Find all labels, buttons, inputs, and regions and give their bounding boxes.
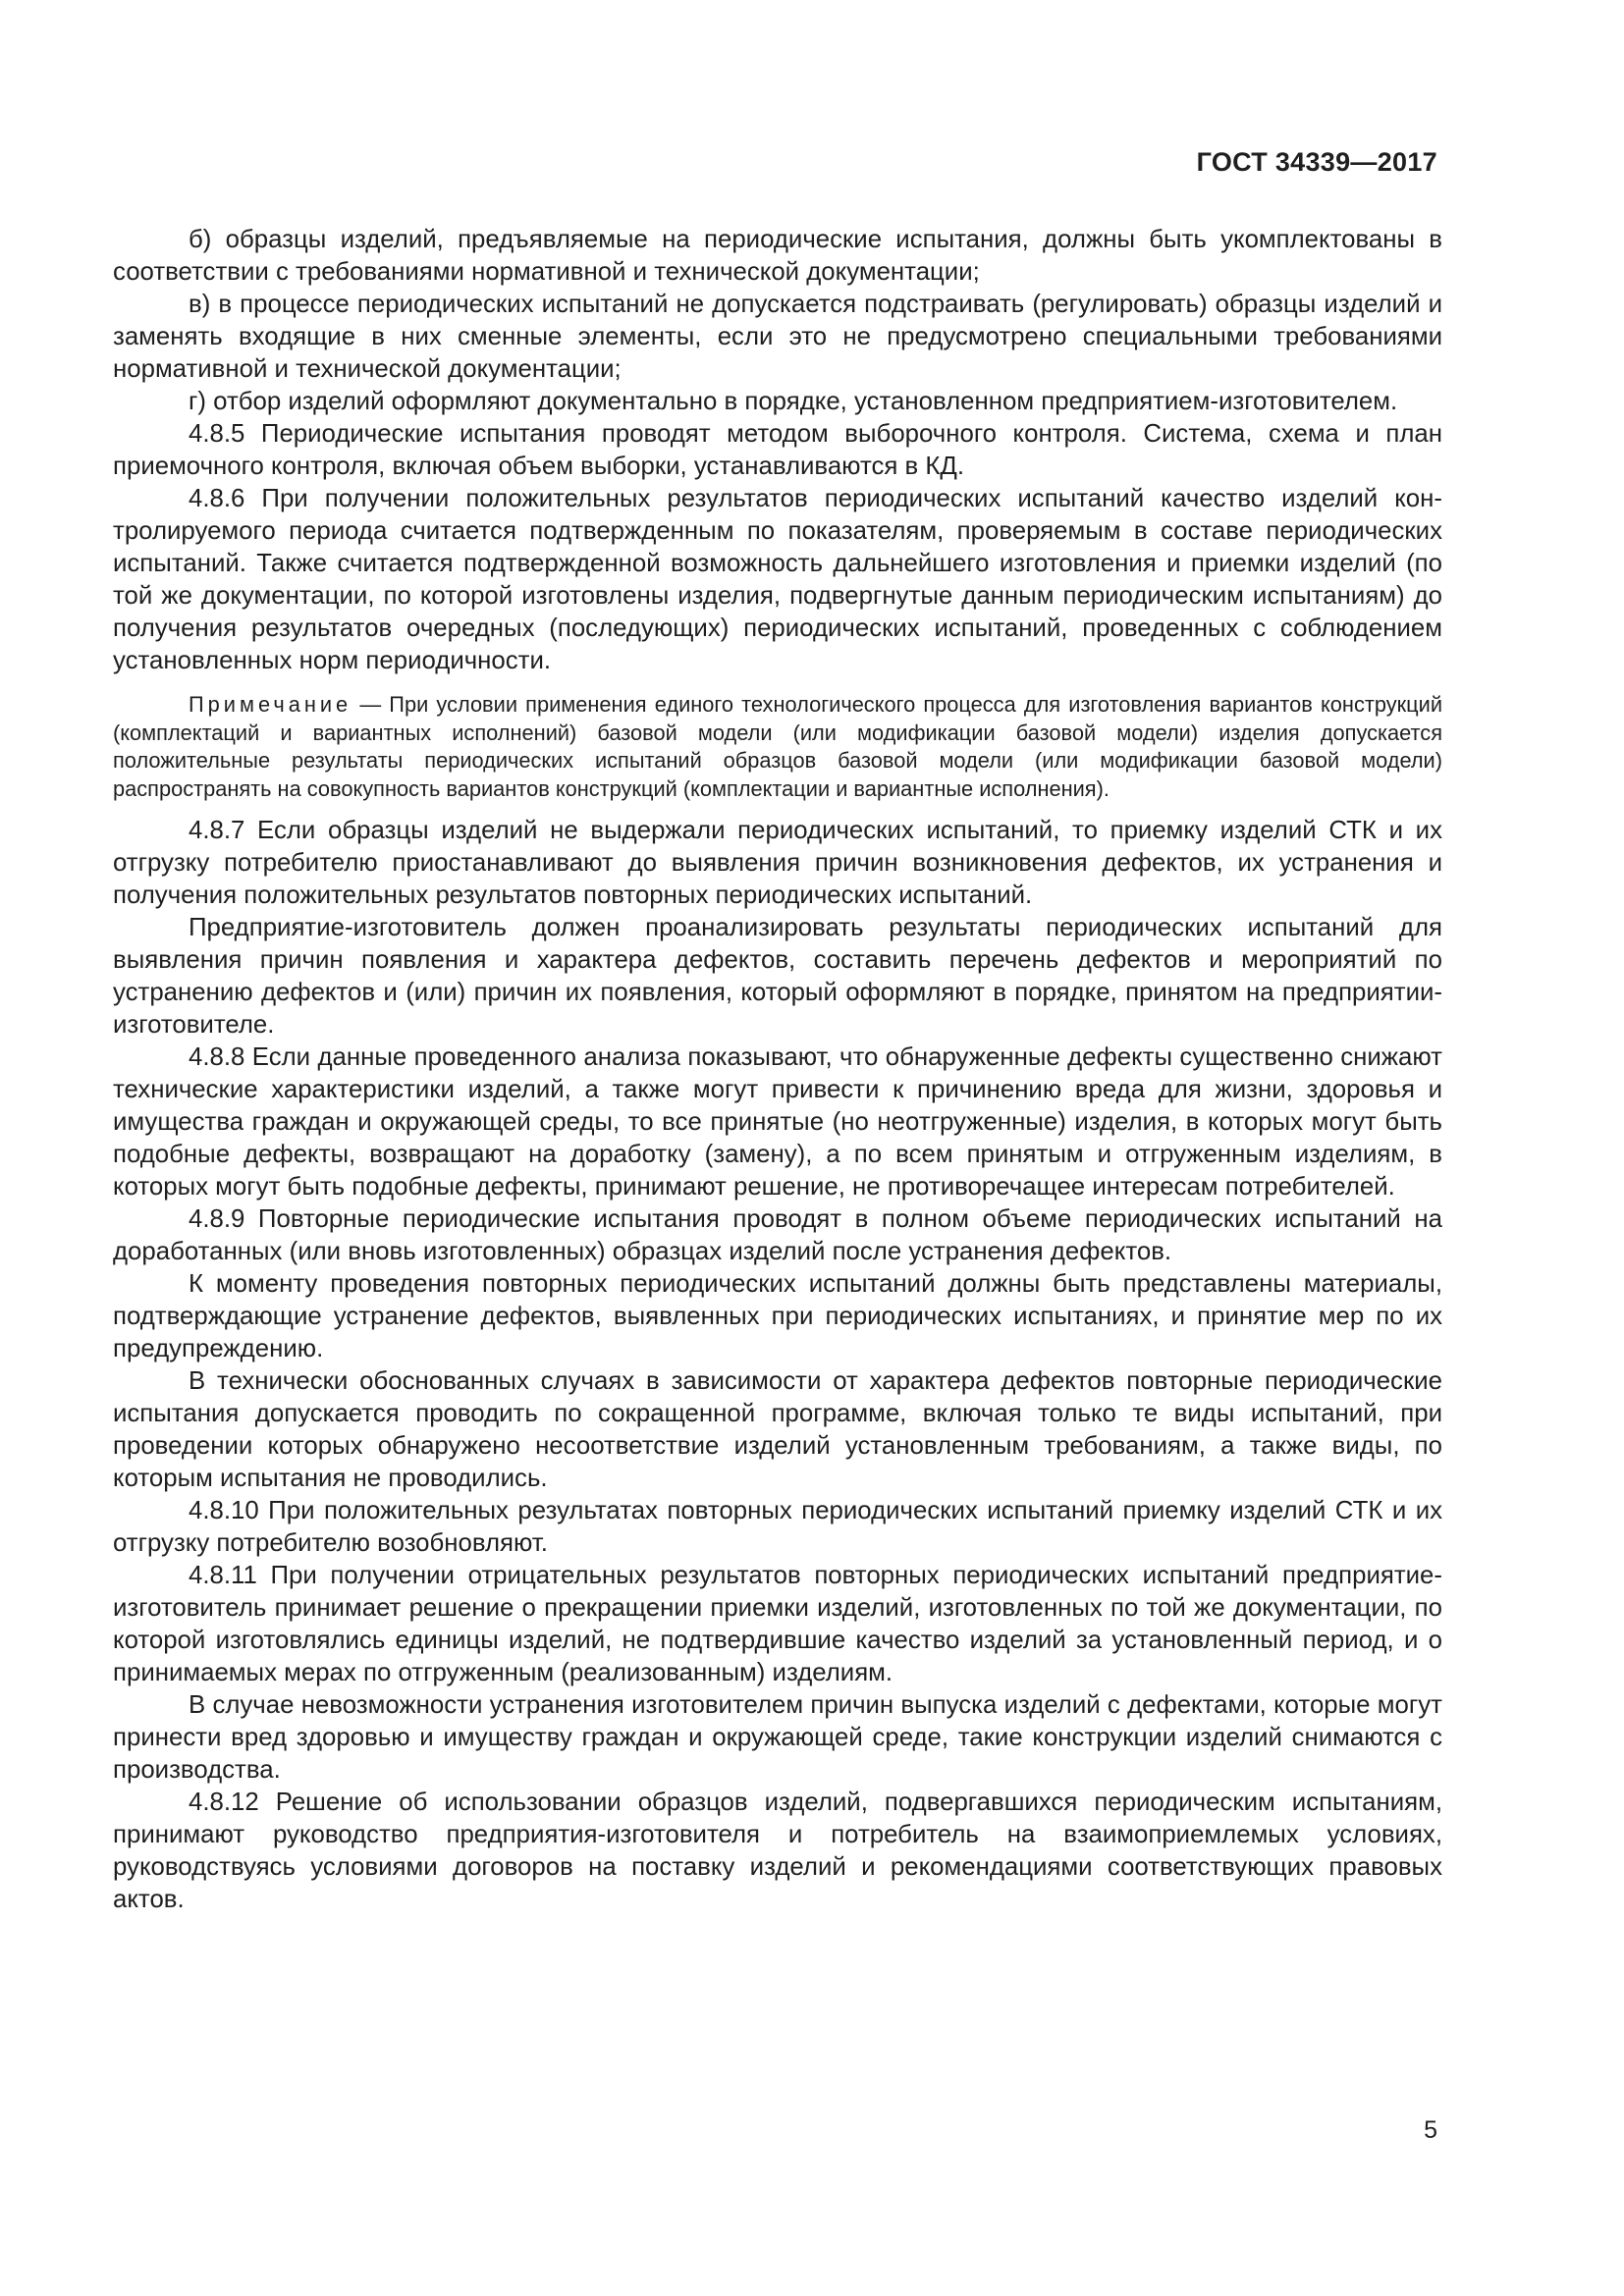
paragraph-reduced-program: В технически обоснованных случаях в зависимости от характера дефектов повторные периодические испытания допускается проводить по сокращенной программе, включая только те виды испытаний, при проведении которых обнаружено несоответствие изделий установленным требованиям, а также виды, по которым испытания не проводились. [113, 1367, 1442, 1493]
paragraph-production-removal: В случае невозможности устранения изготовителем причин выпуска изделий с дефектами, которые могут принести вред здоровью и имуществу граждан и окружающей среде, такие конструкции изделий снимаются с производства. [113, 1691, 1442, 1785]
paragraph-4-8-12: 4.8.12 Решение об использовании образцов изделий, подвергавшихся периодическим испытаниям, принимают руководство предприятия-изготовителя и потребитель на взаимоприемлемых условиях, руководствуясь условиями договоров на поставку изделий и рекомендациями соответствующих правовых актов. [113, 1789, 1442, 1914]
paragraph-b: б) образцы изделий, предъявляемые на периодические испытания, должны быть укомплектованы в соответствии с требованиями нормативной и технической документации; [113, 226, 1442, 286]
note-block [113, 691, 1442, 803]
document-body [113, 224, 1442, 1916]
page-number: 5 [1424, 2116, 1437, 2144]
paragraph-g: г) отбор изделий оформляют документально в порядке, установленном предприятием-изготовителем. [189, 388, 1398, 415]
paragraph-4-8-8: 4.8.8 Если данные проведенного анализа показывают, что обнаруженные дефекты существенно снижают технические характеристики изделий, а также могут привести к причинению вреда для жизни, здоровья и имущества граждан и окружающей среды, то все принятые (но неотгруженные) изделия, в которых могут быть подобные дефекты, возвращают на доработку (замену), а по всем принятым и отгруженным изделиям, в которых могут быть подобные дефекты, принимают решение, не противоречащее интересам потребителей. [113, 1043, 1442, 1201]
document-code-header: ГОСТ 34339—2017 [1196, 147, 1437, 177]
paragraph-materials: К моменту проведения повторных периодических испытаний должны быть представлены материалы, подтверждающие устранение дефектов, выявленных при периодических испытаниях, и принятие мер по их предупреждению. [113, 1270, 1442, 1363]
paragraph-4-8-10: 4.8.10 При положительных результатах повторных периодических испытаний приемку изделий СТК и их отгрузку потребителю возобновляют. [113, 1497, 1442, 1558]
paragraph-4-8-6: 4.8.6 При получении положительных результатов периодических испытаний качество изделий контролируемого периода считается подтвержденным по показателям, проверяемым в составе периодических испытаний. Также считается подтвержденной возможность дальнейшего изготовления и приемки изделий (по той же документации, по которой изготовлены изделия, подвергнутые данным периодическим испытаниям) до получения результатов очередных (последующих) периодических испытаний, проведенных с соблюдением установленных норм периодичности. [113, 485, 1442, 674]
paragraph-4-8-11: 4.8.11 При получении отрицательных результатов повторных периодических испытаний предприятие-изготовитель принимает решение о прекращении приемки изделий, изготовленных по той же документации, по которой изготовлялись единицы изделий, не подтвердившие качество изделий за установленный период, и о принимаемых мерах по отгруженным (реализованным) изделиям. [113, 1562, 1442, 1687]
paragraph-4-8-9: 4.8.9 Повторные периодические испытания проводят в полном объеме периодических испытаний на доработанных (или вновь изготовленных) образцах изделий после устранения дефектов. [113, 1205, 1442, 1266]
note-text: — При условии применения единого технологического процесса для изготовления вариантов конструкций (комплектаций и вариантных исполнений) базовой модели (или модификации базовой модели) изделия допускается положительные результаты периодических испытаний образцов базовой модели (или модификации базовой модели) распространять на совокупность вариантов конструкций (комплектации и вариантные исполнения). [113, 692, 1442, 801]
paragraph-4-8-5: 4.8.5 Периодические испытания проводят методом выборочного контроля. Система, схема и план приемочного контроля, включая объем выборки, устанавливаются в КД. [113, 420, 1442, 480]
paragraph-v: в) в процессе периодических испытаний не допускается подстраивать (регулировать) образцы изделий и заменять входящие в них сменные элементы, если это не предусмотрено специальными требованиями нормативной и технической документации; [113, 291, 1442, 383]
paragraph-analysis: Предприятие-изготовитель должен проанализировать результаты периодических испытаний для выявления причин появления и характера дефектов, составить перечень дефектов и мероприятий по устранению дефектов и (или) причин их появления, который оформляют в порядке, принятом на предприятии-изготовителе. [113, 914, 1442, 1040]
note-label: Примечание [189, 692, 352, 717]
paragraph-4-8-7: 4.8.7 Если образцы изделий не выдержали периодических испытаний, то приемку изделий СТК и их отгрузку потребителю приостанавливают до выявления причин возникновения дефектов, их устранения и получения положительных результатов повторных периодических испытаний. [113, 817, 1442, 910]
